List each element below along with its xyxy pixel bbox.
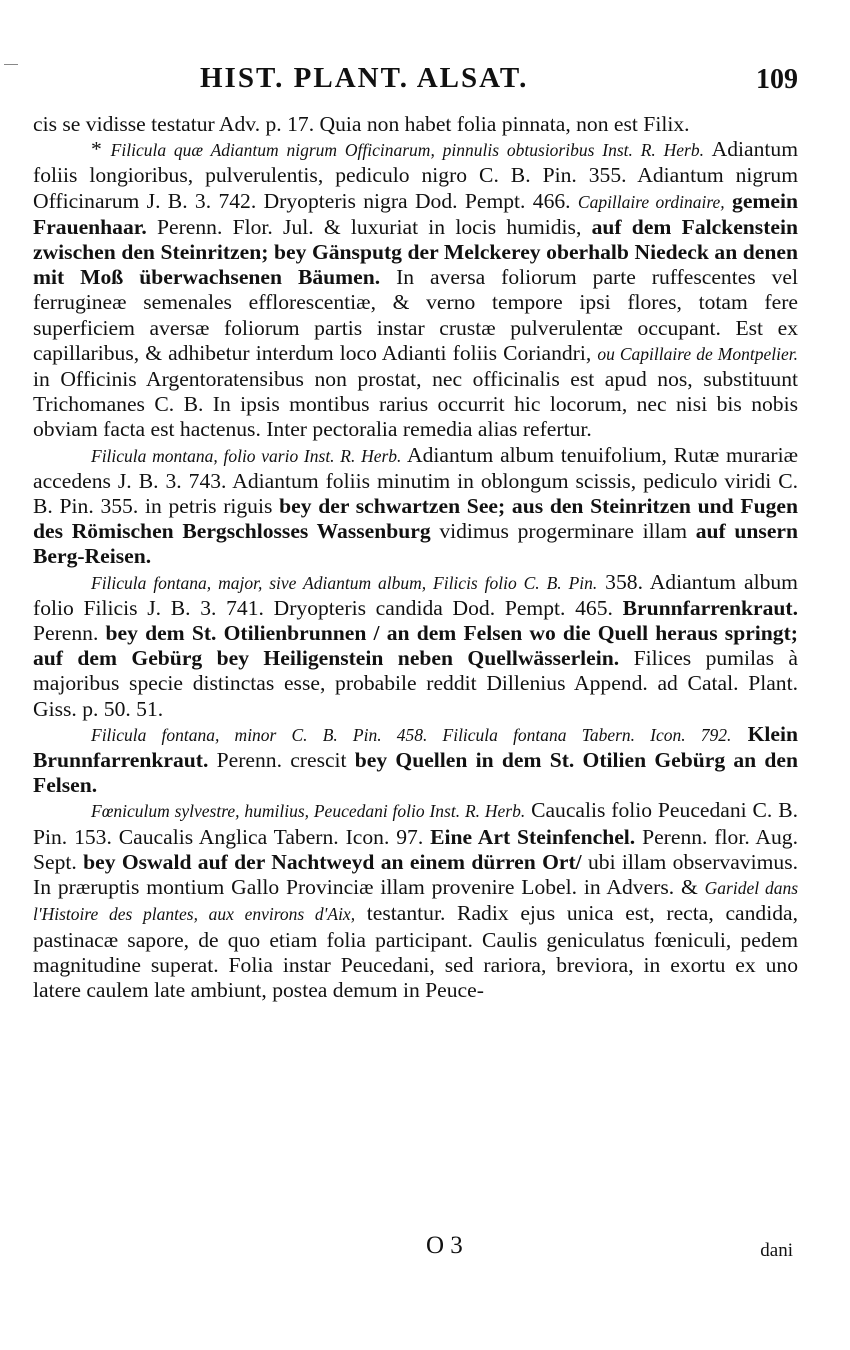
text-segment: * [91, 137, 111, 162]
body-text [33, 112, 798, 1003]
paragraph [33, 570, 798, 722]
fraktur-text: bey Oswald auf der Nachtweyd an einem dürren Ort/ [83, 849, 582, 874]
italic-text: ou Capillaire de Montpelier. [597, 343, 798, 364]
paragraph [33, 137, 798, 442]
fraktur-text: bey Quellen in dem St. Otilien Gebürg an den Felsen. [33, 748, 798, 798]
text-segment: vidimus progerminare illam [430, 519, 696, 544]
text-segment: Perenn. crescit [208, 748, 355, 773]
text-segment: in Officinis Argentoratensibus non prostat, nec officinalis est apud nos, substituunt Trichomanes C. B. In ipsis montibus rarius occurrit hic locorum, nec nisi bis nobis obviam facta est hactenus. Inter pectoralia remedia alias refertur. [33, 367, 798, 442]
italic-text: Filicula montana, folio vario Inst. R. Herb. [91, 445, 402, 466]
page-header [0, 62, 850, 102]
paragraph [33, 722, 798, 799]
fraktur-text: Klein Brunnfarrenkraut. [33, 721, 798, 773]
italic-text: Filicula fontana, major, sive Adiantum album, Filicis folio C. B. Pin. [91, 572, 598, 593]
fraktur-text: bey dem St. Otilienbrunnen / an dem Felsen wo die Quell heraus springt; auf dem Gebürg bey Heiligenstein neben Quellwässerlein. [33, 621, 798, 671]
text-segment: 358. Adiantum album folio Filicis J. B. 3. 741. Dryopteris candida Dod. Pempt. 465. [33, 569, 798, 620]
text-segment: ubi illam observavimus. In præruptis montium Gallo Provinciæ illam provenire Lobel. in Advers. & [33, 849, 798, 900]
text-segment: Adiantum album tenuifolium, Rutæ murariæ accedens J. B. 3. 743. Adiantum foliis minutim in oblongum scissis, pediculo viridi C. B. Pin. 355. in petris riguis [33, 442, 799, 519]
fraktur-text: auf dem Falckenstein zwischen den Steinritzen; bey Gänsputg der Melckerey oberhalb Niedeck an denen mit Moß überwachsenen Bäumen. [33, 214, 798, 290]
italic-text: Fœniculum sylvestre, humilius, Peucedani folio Inst. R. Herb. [91, 801, 526, 822]
running-head: HIST. PLANT. ALSAT. [200, 62, 529, 94]
fraktur-text: Brunnfarrenkraut. [622, 595, 798, 620]
page-footer [0, 1232, 850, 1272]
text-segment: Adiantum foliis longioribus, pulverulentis, pediculo nigro C. B. Pin. 355. Adiantum nigrum Officinarum J. B. 3. 742. Dryopteris nigra Dod. Pempt. 466. [33, 137, 799, 213]
text-segment: In aversa foliorum parte ruffescentes vel ferrugineæ semenales efflorescentiæ, & verno tempore ipsi flores, totam fere superficiem aversæ foliorum partis instar crustæ pulverulentæ occupant. Est ex capillaribus, & adhibetur interdum loco Adianti foliis Coriandri, [33, 265, 799, 365]
signature-mark: O 3 [426, 1232, 463, 1259]
text-segment: testantur. Radix ejus unica est, recta, candida, pastinacæ sapore, de quo etiam folia participant. Caulis geniculatus fœniculi, pedem magnitudine superat. Folia instar Peucedani, sed rariora, breviora, in exortu ex uno latere caulem late ambiunt, postea demum in Peuce- [33, 901, 798, 1002]
fraktur-text: gemein Frauenhaar. [33, 188, 798, 239]
italic-text: Capillaire ordinaire, [577, 191, 725, 212]
fraktur-text: Eine Art Steinfenchel. [430, 824, 636, 849]
text-segment: Perenn. flor. Aug. Sept. [33, 824, 798, 874]
text-segment: Perenn. [33, 621, 106, 646]
page-number: 109 [756, 64, 798, 95]
text-segment: Filices pumilas à majoribus specie distinctas esse, probabile reddit Dillenius Append. ad Catal. Plant. Giss. p. 50. 51. [33, 646, 798, 721]
italic-text: Filicula fontana, minor C. B. Pin. 458. Filicula fontana Tabern. Icon. 792. [91, 724, 732, 745]
fraktur-text: auf unsern Berg-Reisen. [33, 519, 798, 569]
fraktur-text: bey der schwartzen See; aus den Steinritzen und Fugen des Römischen Bergschlosses Wassenburg [33, 494, 798, 544]
italic-text: Filicula quæ Adiantum nigrum Officinarum, pinnulis obtusioribus Inst. R. Herb. [110, 140, 704, 161]
paragraph [33, 112, 798, 137]
italic-text: Garidel dans l'Histoire des plantes, aux environs d'Aix, [33, 878, 799, 925]
catchword: dani [760, 1240, 793, 1261]
text-segment: Caucalis folio Peucedani C. B. Pin. 153. Caucalis Anglica Tabern. Icon. 97. [33, 798, 798, 849]
text-segment: cis se vidisse testatur Adv. p. 17. Quia non habet folia pinnata, non est Filix. [33, 112, 690, 136]
text-segment: Perenn. Flor. Jul. & luxuriat in locis humidis, [146, 214, 592, 239]
paragraph [33, 443, 798, 570]
paragraph [33, 798, 798, 1003]
